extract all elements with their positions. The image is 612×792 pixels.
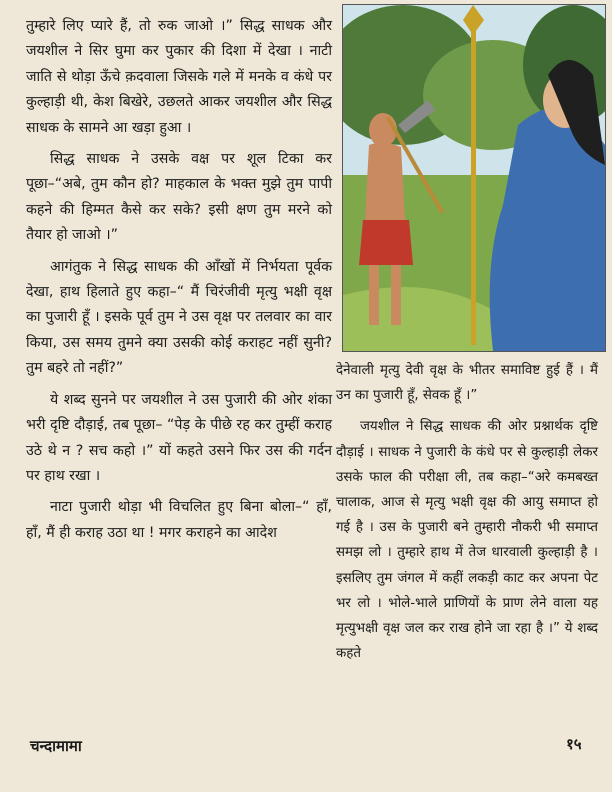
- magazine-name: चन्दामामा: [30, 737, 82, 755]
- page-number: १५: [566, 735, 582, 753]
- paragraph: नाटा पुजारी थोड़ा भी विचलित हुए बिना बोला–“ हाँ, हाँ, मैं ही कराह उठा था ! मगर कराहने का आदेश: [26, 499, 332, 541]
- paragraph: जयशील ने सिद्ध साधक की ओर प्रश्नार्थक दृष्टि दौड़ाई । साधक ने पुजारी के कंधे पर से कुल्हाड़ी लेकर उसके फाल की परीक्षा ली, तब कहा–“अरे कमबख्त चालाक, आज से मृत्यु भक्षी वृक्ष की आयु समाप्त हो गई है । उस के पुजारी बने तुम्हारी नौकरी भी समाप्त समझ लो । तुम्हारे हाथ में तेज धारवाली कुल्हाड़ी है । इसलिए तुम जंगल में कहीं लकड़ी काट कर अपना पेट भर लो । भोले-भाले प्राणियों के प्राण लेने वाला यह मृत्युभक्षी वृक्ष जल कर राख होने जा रहा है ।” ये शब्द कहते: [336, 419, 598, 662]
- paragraph: सिद्ध साधक ने उसके वक्ष पर शूल टिका कर पूछा–“अबे, तुम कौन हो? माहकाल के भक्त मुझे तुम पापी कहने की हिम्मत कैसे कर सके? इसी क्षण तुम मरने को तैयार हो जाओ ।”: [26, 151, 332, 244]
- paragraph: तुम्हारे लिए प्यारे हैं, तो रुक जाओ ।” सिद्ध साधक और जयशील ने सिर घुमा कर पुकार की दिशा में देखा । नाटी जाति से थोड़ा ऊँचे क़दवाला जिसके गले में मनके व कंधे पर कुल्हाड़ी थी, केश बिखेरे, उछलते आकर जयशील और सिद्ध साधक के सामने आ खड़ा हुआ ।: [26, 18, 332, 136]
- left-text-column: [26, 14, 332, 552]
- paragraph: देनेवाली मृत्यु देवी वृक्ष के भीतर समाविष्ट हुई हैं । मैं उन का पुजारी हूँ, सेवक हूँ ।”: [336, 363, 598, 404]
- illustration-artwork: [343, 5, 605, 351]
- paragraph: आगंतुक ने सिद्ध साधक की आँखों में निर्भयता पूर्वक देखा, हाथ हिलाते हुए कहा–“ मैं चिरंजीवी मृत्यु भक्षी वृक्ष का पुजारी हूँ । इसके पूर्व तुम ने उस वृक्ष पर तलवार का वार किया, उस समय तुमने क्या उसकी कोई कराहट नहीं सुनी? तुम बहरे तो नहीं?”: [26, 258, 332, 377]
- paragraph: ये शब्द सुनने पर जयशील ने उस पुजारी की ओर शंका भरी दृष्टि दौड़ाई, तब पूछा– “पेड़ के पीछे रह कर तुम्हीं कराह उठे थे न ? सच कहो ।” यों कहते उसने फिर उस की गर्दन पर हाथ रखा ।: [26, 391, 332, 484]
- story-illustration: [342, 4, 606, 352]
- right-text-column: [336, 358, 598, 672]
